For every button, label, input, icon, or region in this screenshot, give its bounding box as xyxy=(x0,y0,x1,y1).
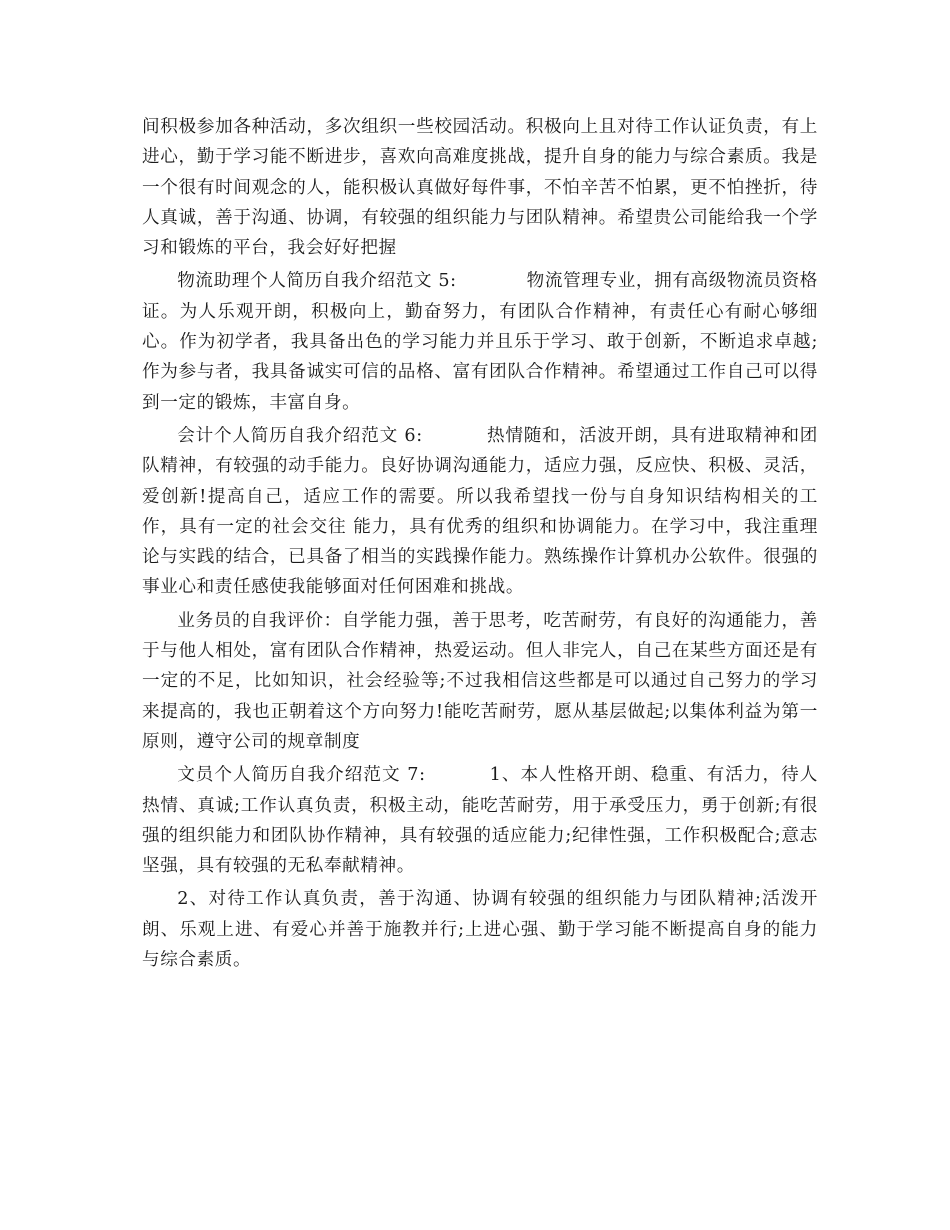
paragraph-2-text: 物流管理专业，拥有高级物流员资格证。为人乐观开朗，积极向上，勤奋努力，有团队合作精神，有责任心有耐心够细心。作为初学者，我具备出色的学习能力并且乐于学习、敢于创新，不断追求卓越;作为参与者，我具备诚实可信的品格、富有团队合作精神。希望通过工作自己可以得到一定的锻炼，丰富自身。 xyxy=(142,271,818,413)
paragraph-1-text: 间积极参加各种活动，多次组织一些校园活动。积极向上且对待工作认证负责，有上进心，勤于学习能不断进步，喜欢向高难度挑战，提升自身的能力与综合素质。我是一个很有时间观念的人，能积极认真做好每件事，不怕辛苦不怕累，更不怕挫折，待人真诚，善于沟通、协调，有较强的组织能力与团队精神。希望贵公司能给我一个学习和锻炼的平台，我会好好把握 xyxy=(142,117,818,259)
paragraph-6-text: 2、对待工作认真负责，善于沟通、协调有较强的组织能力与团队精神;活泼开朗、乐观上进、有爱心并善于施教并行;上进心强、勤于学习能不断提高自身的能力与综合素质。 xyxy=(142,889,818,971)
paragraph-5 xyxy=(142,760,818,881)
paragraph-3 xyxy=(142,421,818,603)
paragraph-4 xyxy=(142,606,818,757)
paragraph-5-text: 1、本人性格开朗、稳重、有活力，待人热情、真诚;工作认真负责，积极主动，能吃苦耐劳，用于承受压力，勇于创新;有很强的组织能力和团队协作精神，具有较强的适应能力;纪律性强，工作积极配合;意志坚强，具有较强的无私奉献精神。 xyxy=(142,765,818,877)
paragraph-3-heading: 会计个人简历自我介绍范文 6: xyxy=(177,425,423,446)
paragraph-2 xyxy=(142,266,818,417)
paragraph-2-heading: 物流助理个人简历自我介绍范文 5: xyxy=(177,271,457,292)
paragraph-6 xyxy=(142,884,818,975)
document-page xyxy=(142,112,818,978)
paragraph-4-text: 业务员的自我评价：自学能力强，善于思考，吃苦耐劳，有良好的沟通能力，善于与他人相处，富有团队合作精神，热爱运动。但人非完人，自己在某些方面还是有一定的不足，比如知识，社会经验等;不过我相信这些都是可以通过自己努力的学习来提高的，我也正朝着这个方向努力!能吃苦耐劳，愿从基层做起;以集体利益为第一原则，遵守公司的规章制度 xyxy=(142,610,818,752)
paragraph-5-heading: 文员个人简历自我介绍范文 7: xyxy=(177,765,426,786)
paragraph-1 xyxy=(142,112,818,263)
paragraph-3-text: 热情随和，活波开朗，具有进取精神和团队精神，有较强的动手能力。良好协调沟通能力，适应力强，反应快、积极、灵活，爱创新!提高自己，适应工作的需要。所以我希望找一份与自身知识结构相关的工作，具有一定的社会交往 能力，具有优秀的组织和协调能力。在学习中，我注重理论与实践的结合，已具备了相当的实践操作能力。熟练操作计算机办公软件。很强的事业心和责任感使我能够面对任何困难和挑战。 xyxy=(142,425,818,598)
